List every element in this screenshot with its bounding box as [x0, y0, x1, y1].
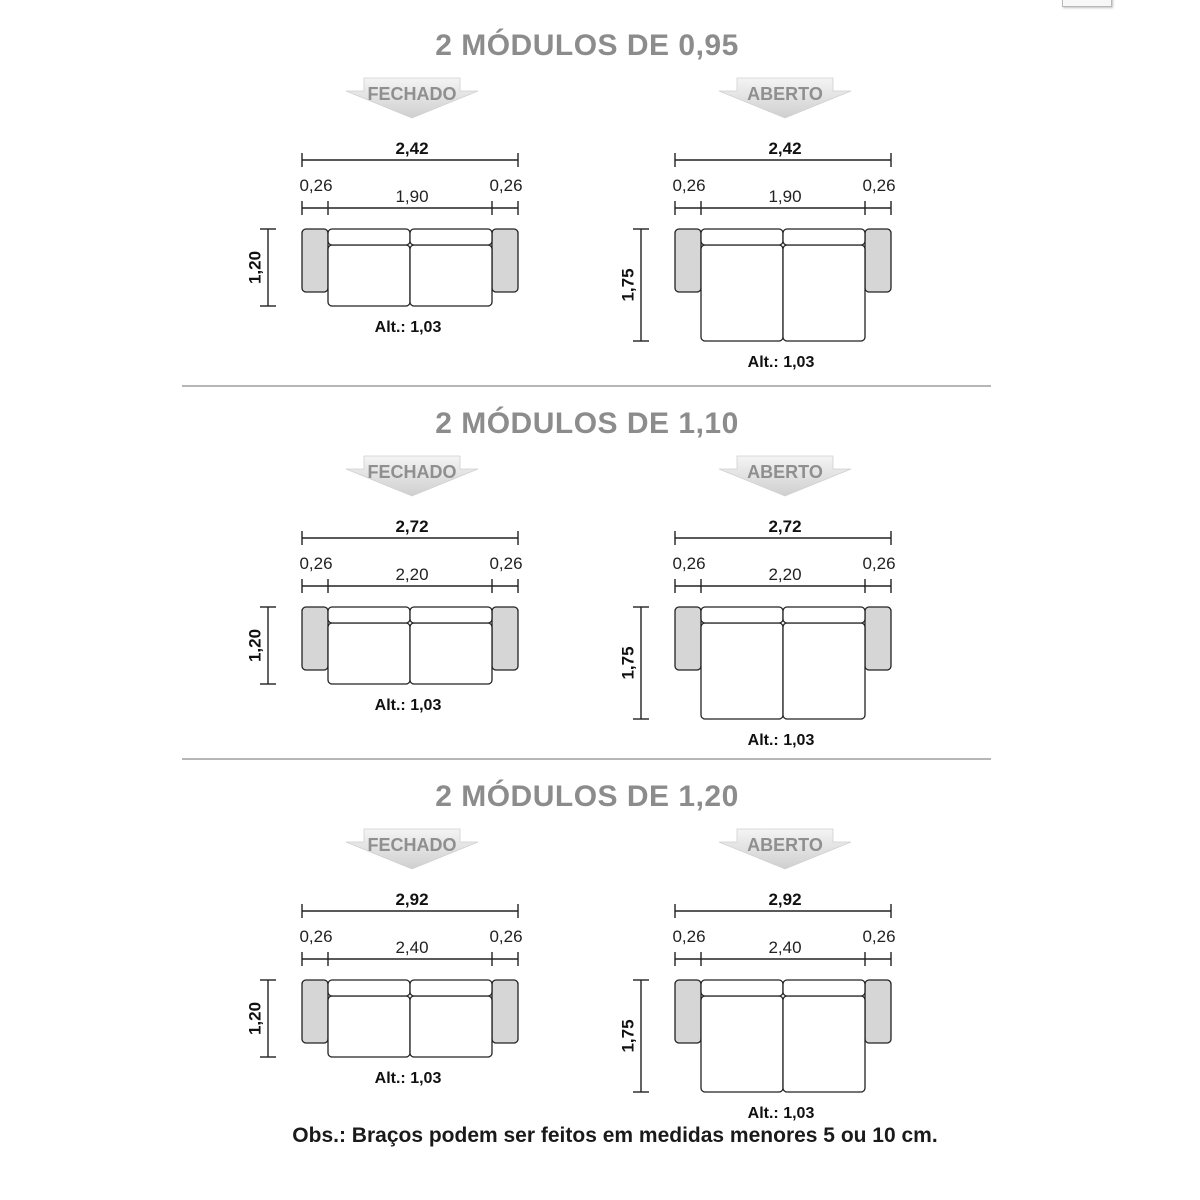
section-title: 2 MÓDULOS DE 0,95	[435, 29, 739, 62]
armrest-right	[865, 229, 891, 292]
sofa-closed	[245, 456, 522, 714]
armrest-left	[302, 607, 328, 670]
back-cushion-right	[410, 229, 492, 245]
height-label: Alt.: 1,03	[747, 354, 815, 371]
seat-module-left	[701, 623, 783, 719]
height-label: Alt.: 1,03	[374, 1070, 442, 1087]
back-cushion-left	[701, 229, 783, 245]
armrest-left	[675, 607, 701, 670]
seat-module-right	[410, 623, 492, 684]
seat-width-label: 2,40	[395, 938, 429, 957]
armrest-left	[302, 229, 328, 292]
back-cushion-left	[328, 607, 410, 623]
arm-left-width-label: 0,26	[672, 176, 706, 195]
height-label: Alt.: 1,03	[374, 319, 442, 336]
total-width-label: 2,92	[395, 890, 429, 909]
back-cushion-right	[410, 980, 492, 996]
back-cushion-right	[783, 229, 865, 245]
section-2	[245, 406, 895, 749]
depth-label: 1,75	[618, 268, 638, 302]
seat-width-label: 1,90	[395, 187, 429, 206]
arm-left-width-label: 0,26	[672, 927, 706, 946]
arm-left-width-label: 0,26	[299, 176, 333, 195]
depth-label: 1,20	[245, 1001, 265, 1036]
arm-left-width-label: 0,26	[299, 554, 333, 573]
seat-module-left	[701, 996, 783, 1092]
badge-label: ABERTO	[747, 835, 823, 855]
back-cushion-right	[410, 607, 492, 623]
total-width-label: 2,42	[395, 139, 429, 158]
arm-right-width-label: 0,26	[489, 554, 523, 573]
armrest-left	[675, 980, 701, 1043]
arm-left-width-label: 0,26	[672, 554, 706, 573]
armrest-right	[492, 607, 518, 670]
seat-module-right	[783, 996, 865, 1092]
back-cushion-right	[783, 607, 865, 623]
seat-module-right	[410, 245, 492, 306]
arm-right-width-label: 0,26	[862, 927, 896, 946]
height-label: Alt.: 1,03	[747, 732, 815, 749]
seat-module-left	[701, 245, 783, 341]
total-width-label: 2,72	[768, 517, 802, 536]
seat-module-left	[328, 996, 410, 1057]
seat-width-label: 2,20	[768, 565, 802, 584]
back-cushion-left	[328, 229, 410, 245]
seat-module-left	[328, 623, 410, 684]
seat-module-right	[783, 623, 865, 719]
sofa-open	[618, 78, 895, 371]
back-cushion-left	[701, 980, 783, 996]
arm-right-width-label: 0,26	[862, 176, 896, 195]
armrest-right	[492, 980, 518, 1043]
seat-module-right	[783, 245, 865, 341]
height-label: Alt.: 1,03	[374, 697, 442, 714]
badge-label: FECHADO	[367, 84, 457, 104]
section-3	[245, 779, 895, 1122]
section-title: 2 MÓDULOS DE 1,20	[435, 780, 739, 813]
back-cushion-right	[783, 980, 865, 996]
armrest-right	[865, 607, 891, 670]
badge-label: ABERTO	[747, 84, 823, 104]
arm-right-width-label: 0,26	[489, 927, 523, 946]
depth-label: 1,75	[618, 1019, 638, 1053]
arm-left-width-label: 0,26	[299, 927, 333, 946]
observation-note: Obs.: Braços podem ser feitos em medidas menores 5 ou 10 cm.	[292, 1124, 938, 1147]
badge-label: FECHADO	[367, 462, 457, 482]
armrest-right	[865, 980, 891, 1043]
armrest-right	[492, 229, 518, 292]
arm-right-width-label: 0,26	[489, 176, 523, 195]
total-width-label: 2,72	[395, 517, 429, 536]
total-width-label: 2,92	[768, 890, 802, 909]
seat-width-label: 2,20	[395, 565, 429, 584]
section-1	[245, 28, 895, 371]
arm-right-width-label: 0,26	[862, 554, 896, 573]
height-label: Alt.: 1,03	[747, 1105, 815, 1122]
sofa-open	[618, 456, 895, 749]
sofa-closed	[245, 78, 522, 336]
back-cushion-left	[701, 607, 783, 623]
seat-module-right	[410, 996, 492, 1057]
depth-label: 1,20	[245, 250, 265, 285]
section-title: 2 MÓDULOS DE 1,10	[435, 407, 739, 440]
seat-width-label: 1,90	[768, 187, 802, 206]
back-cushion-left	[328, 980, 410, 996]
sofa-closed	[245, 829, 522, 1087]
sofa-open	[618, 829, 895, 1122]
seat-width-label: 2,40	[768, 938, 802, 957]
total-width-label: 2,42	[768, 139, 802, 158]
badge-label: ABERTO	[747, 462, 823, 482]
badge-label: FECHADO	[367, 835, 457, 855]
seat-module-left	[328, 245, 410, 306]
depth-label: 1,20	[245, 628, 265, 663]
depth-label: 1,75	[618, 646, 638, 680]
armrest-left	[675, 229, 701, 292]
armrest-left	[302, 980, 328, 1043]
